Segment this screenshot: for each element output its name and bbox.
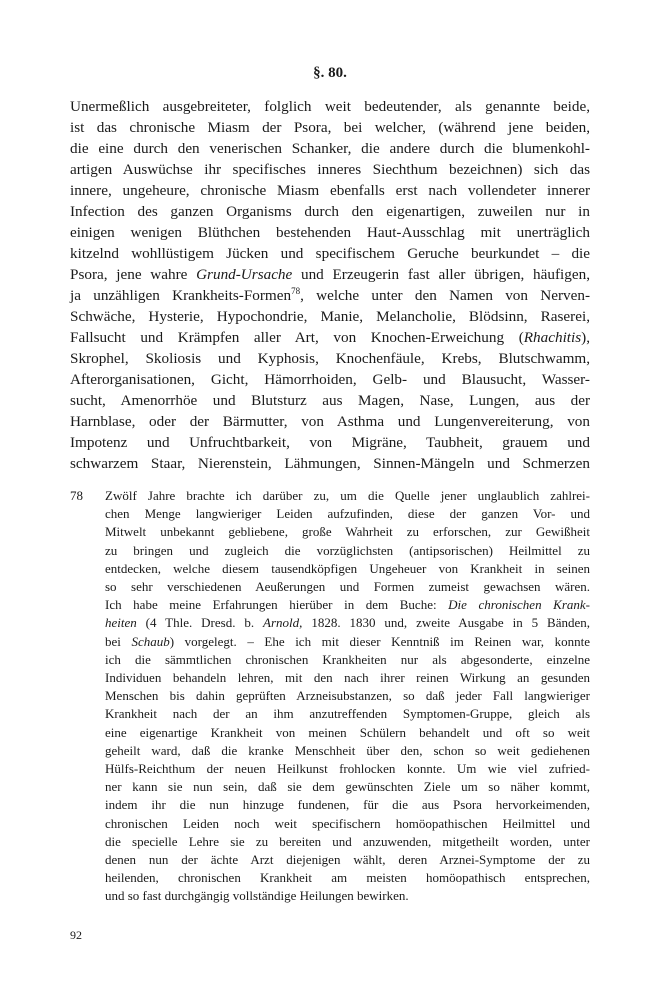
- footnote-line: entdecken, welche diesem tausendköpfigen Ungeheuer von Krankheit in seinen: [105, 560, 590, 576]
- footnote-line: chen Menge langwieriger Leiden aufzufinden, diese der ganzen Vor- und: [105, 506, 590, 522]
- text-line: ja unzähligen Krankheits-Formen$^{78}$, welche unter den Namen von Nerven-: [70, 286, 590, 304]
- footnote-line: bei Schaub) vorgelegt. – Ehe ich mit dieser Kenntniß im Reinen war, konnte: [105, 633, 590, 649]
- footnote-line: heiten (4 Thle. Dresd. b. Arnold, 1828. 1830 und, zweite Ausgabe in 5 Bänden,: [105, 615, 590, 631]
- text-line: Fallsucht und Krämpfen aller Art, von Knochen-Erweichung (Rhachitis),: [70, 329, 590, 346]
- publisher-name: Schaub: [131, 633, 170, 649]
- footnote-line: Krankheit nach der an ihm anzutreffenden Symptomen-Gruppe, gleich als: [105, 706, 590, 722]
- footnote-line: Ich habe meine Erfahrungen hierüber in dem Buche: Die chronischen Krank-: [105, 597, 590, 613]
- main-paragraph: [70, 96, 590, 474]
- text-line: Afterorganisationen, Gicht, Hämorrhoiden, Gelb- und Blausucht, Wasser-: [70, 371, 590, 388]
- footnote-line: und so fast durchgängig vollständige Heilungen bewirken.: [105, 888, 409, 904]
- footnote-line: ner kann sie nun sein, daß sie dem gewünschten Ziele um so näher kommt,: [105, 779, 590, 795]
- footnote-line: ich die sämmtlichen chronischen Krankheiten nur als abgesonderte, einzelne: [105, 651, 590, 667]
- footnote-reference[interactable]: 78: [291, 286, 301, 296]
- text-line: Unermeßlich ausgebreiteter, folglich weit bedeutender, als genannte beide,: [70, 98, 590, 115]
- footnote-line: eine eigenartige Krankheit von meinen Schülern behandelt und oft so weit: [105, 724, 590, 740]
- footnote-line: Mitwelt unbekannt gebliebene, große Wahrheit zu erforschen, zur Gewißheit: [105, 524, 590, 540]
- book-title: Die chronischen Krank-: [448, 597, 590, 613]
- text-line: Infection des ganzen Organisms durch den eigenartigen, zuweilen nur in: [70, 203, 590, 220]
- book-title: heiten: [105, 615, 137, 631]
- text-line: Schwäche, Hysterie, Hypochondrie, Manie, Melancholie, Blödsinn, Raserei,: [70, 308, 590, 325]
- text-line: Skrophel, Skoliosis und Kyphosis, Knochenfäule, Krebs, Blutschwamm,: [70, 350, 590, 367]
- footnote-line: Hülfs-Reichthum der neuen Heilkunst frohlocken konnte. Um wie viel zufried-: [105, 761, 590, 777]
- text-line: artigen Auswüchse ihr specifisches inneres Siechthum bezeichnen) sich das: [70, 161, 590, 178]
- footnote-line: indem ihr die nun hinzuge fundenen, für die aus Psora hervorkeimenden,: [105, 797, 590, 813]
- text-line: innere, ungeheure, chronische Miasm ebenfalls erst nach vollendeter innerer: [70, 182, 590, 199]
- footnote-line: geheilt ward, daß die kranke Menschheit über den, schon so weit gediehenen: [105, 742, 590, 758]
- footnote-line: Zwölf Jahre brachte ich darüber zu, um die Quelle jener unglaublich zahlrei-: [105, 488, 590, 503]
- text-line: sucht, Amenorrhöe und Blutsturz aus Magen, Nase, Lungen, aus der: [70, 392, 590, 409]
- text-line: Psora, jene wahre Grund-Ursache und Erzeugerin fast aller übrigen, häufigen,: [70, 266, 590, 283]
- publisher-name: Arnold,: [263, 615, 303, 631]
- footnote-line: so sehr verschiedenen Aeußerungen und Formen zumeist gewachsen wären.: [105, 579, 590, 595]
- text-line: Impotenz und Unfruchtbarkeit, von Migräne, Taubheit, grauem und: [70, 434, 590, 451]
- footnote-line: die specielle Lehre sie zu bereiten und anzuwenden, mitgetheilt worden, unter: [105, 833, 590, 849]
- section-heading: §. 80.: [313, 65, 347, 81]
- footnote-line: Menschen bis dahin geprüften Arzneisubstanzen, so daß jeder Fall langwieriger: [105, 688, 590, 704]
- footnote-line: Individuen behandeln lehren, mit den nach ihrer reinen Wirkung an gesunden: [105, 670, 590, 686]
- italic-term: Grund-Ursache: [196, 266, 293, 283]
- text-line: einigen wenigen Blüthchen bestehenden Haut-Ausschlag mit unerträglich: [70, 224, 590, 241]
- footnote-line: denen nun der ächte Arzt diejenigen wählt, deren Arznei-Symptome der zu: [105, 852, 590, 868]
- text-line: Harnblase, oder der Bärmutter, von Asthma und Lungenvereiterung, von: [70, 413, 590, 430]
- footnote-number: 78: [70, 488, 83, 503]
- text-line: die eine durch den venerischen Schanker, die andere durch die blumenkohl-: [70, 140, 590, 157]
- footnote-line: heilenden, chronischen Krankheit am meisten homöopathisch entsprechen,: [105, 870, 590, 886]
- page-number: 92: [70, 928, 82, 942]
- footnote-line: zu bringen und zugleich die vorzüglichsten (antipsorischen) Heilmittel zu: [105, 542, 590, 558]
- text-line: ist das chronische Miasm der Psora, bei welcher, (während jene beiden,: [70, 119, 590, 136]
- italic-term: Rhachitis: [523, 329, 582, 346]
- text-line: kitzelnd wohllüstigem Jücken und specifischem Geruche beurkundet – die: [70, 245, 590, 262]
- footnote-text: [105, 487, 590, 906]
- footnote-line: chronischen Leiden noch weit specifischern homöopathischen Heilmittel und: [105, 815, 590, 831]
- text-line: schwarzem Staar, Nierenstein, Lähmungen, Sinnen-Mängeln und Schmerzen: [70, 455, 590, 472]
